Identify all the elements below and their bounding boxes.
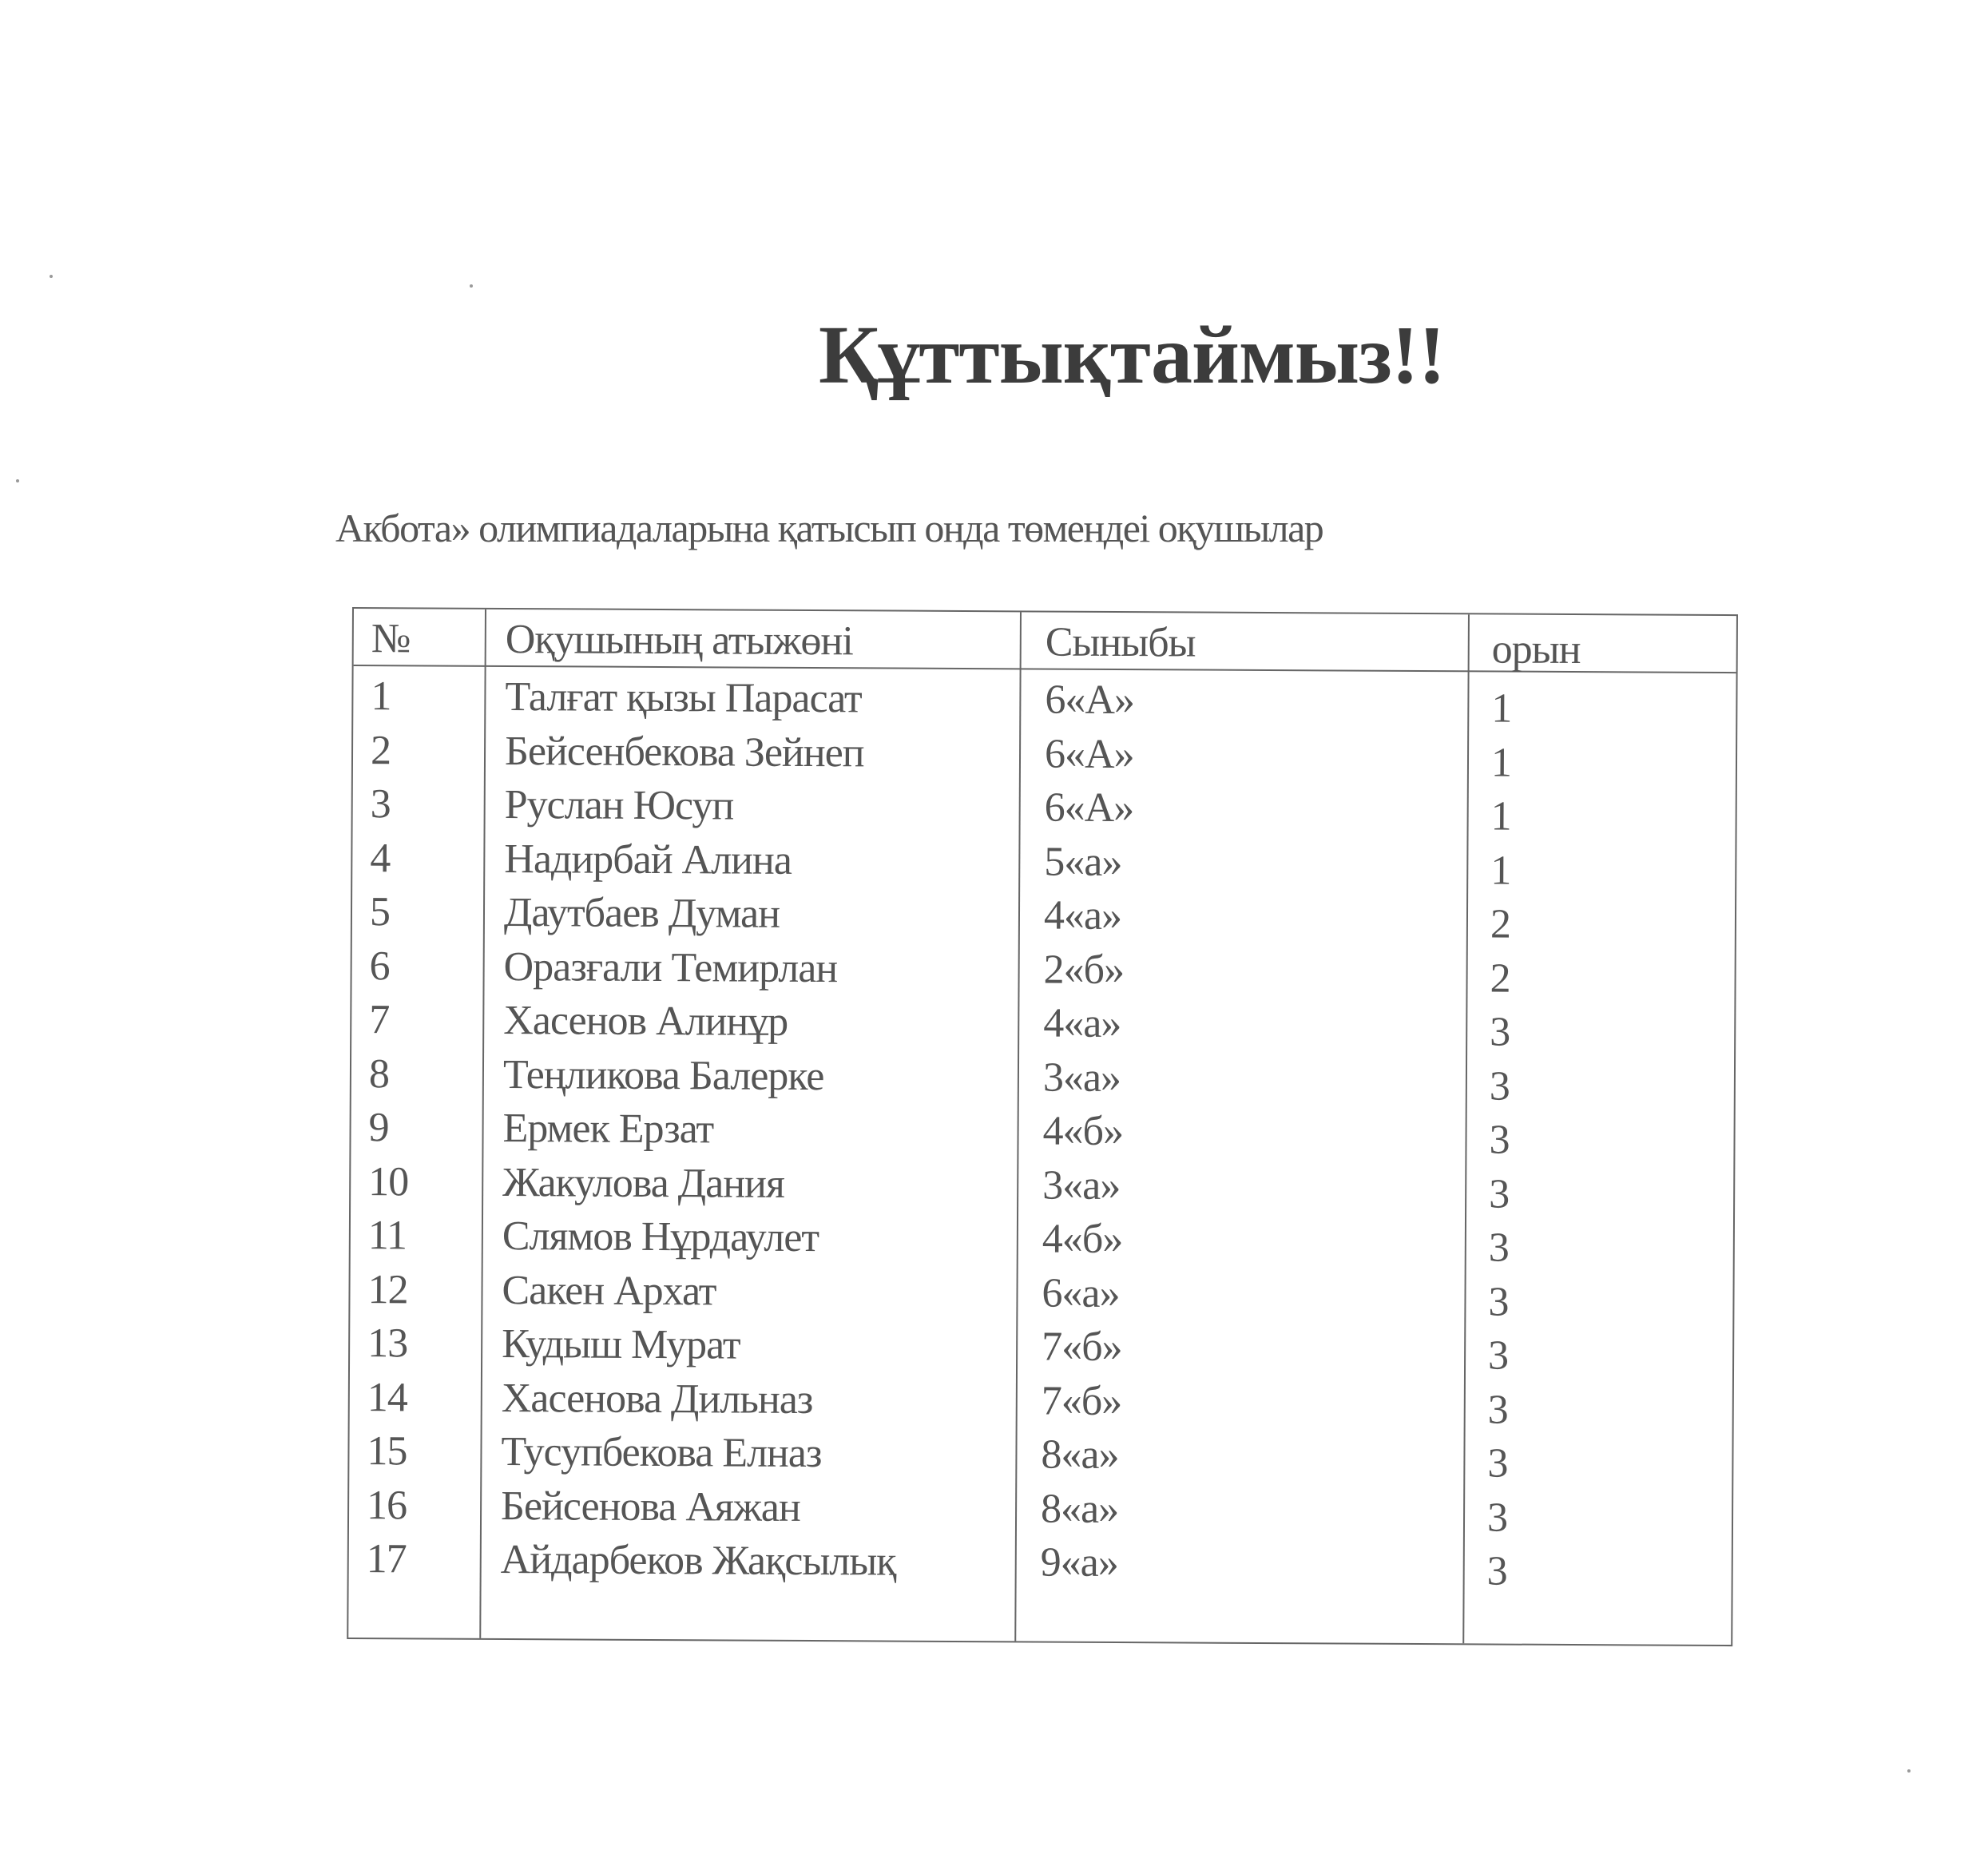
row-student-name: Сакен Архат — [502, 1267, 716, 1314]
scan-speck — [50, 275, 53, 278]
row-place: 1 — [1490, 793, 1511, 840]
row-number: 17 — [366, 1536, 407, 1582]
scan-speck — [1907, 1769, 1911, 1773]
row-student-name: Ермек Ерзат — [502, 1105, 714, 1153]
row-number: 9 — [368, 1105, 389, 1151]
row-student-name: Жакулова Дания — [502, 1159, 785, 1207]
row-number: 7 — [369, 997, 390, 1043]
row-number: 6 — [369, 943, 390, 989]
row-number: 4 — [370, 835, 391, 881]
row-place: 2 — [1490, 955, 1510, 1002]
row-class: 4«а» — [1043, 1000, 1121, 1047]
row-number: 13 — [367, 1320, 408, 1367]
column-divider — [1014, 612, 1022, 1641]
header-class: Сыныбы — [1045, 619, 1196, 666]
row-place: 3 — [1489, 1170, 1510, 1217]
row-student-name: Тусупбекова Елназ — [501, 1428, 822, 1477]
row-place: 1 — [1491, 685, 1512, 732]
row-class: 4«б» — [1042, 1108, 1124, 1155]
row-number: 10 — [368, 1158, 409, 1205]
scan-speck — [470, 284, 473, 288]
row-number: 8 — [368, 1050, 390, 1097]
row-number: 2 — [370, 727, 391, 773]
row-place: 1 — [1490, 739, 1512, 786]
row-student-name: Оразғали Темирлан — [503, 943, 838, 991]
row-class: 3«а» — [1042, 1162, 1121, 1209]
header-number: № — [371, 616, 411, 662]
row-place: 3 — [1489, 1117, 1510, 1163]
row-number: 15 — [367, 1428, 407, 1475]
row-class: 8«а» — [1041, 1431, 1119, 1479]
row-class: 8«а» — [1040, 1486, 1119, 1532]
row-student-name: Хасенов Алинұр — [503, 997, 788, 1045]
row-number: 3 — [370, 781, 391, 828]
row-class: 3«а» — [1042, 1054, 1121, 1101]
row-student-name: Айдарбеков Жақсылық — [500, 1536, 896, 1585]
column-divider — [479, 609, 486, 1638]
row-class: 6«а» — [1042, 1270, 1120, 1316]
row-place: 3 — [1488, 1278, 1509, 1325]
row-class: 2«б» — [1043, 947, 1125, 993]
row-class: 9«а» — [1040, 1539, 1118, 1586]
row-number: 11 — [367, 1213, 407, 1259]
row-student-name: Слямов Нұрдаулет — [502, 1213, 819, 1261]
row-student-name: Хасенова Дильназ — [501, 1375, 813, 1423]
row-class: 6«А» — [1045, 677, 1135, 724]
row-number: 12 — [367, 1266, 408, 1312]
intro-text: Акбота» олимпиадаларына қатысып онда төмендеі оқушылар — [335, 506, 1323, 550]
scan-speck — [16, 479, 19, 482]
row-place: 3 — [1488, 1225, 1509, 1271]
row-number: 14 — [367, 1374, 407, 1420]
row-student-name: Талғат қызы Парасат — [505, 674, 862, 722]
row-class: 7«б» — [1042, 1324, 1122, 1371]
row-place: 3 — [1486, 1548, 1507, 1594]
header-name: Оқушының атыжөні — [505, 617, 853, 665]
row-student-name: Кудыш Мурат — [502, 1320, 740, 1368]
row-place: 1 — [1490, 847, 1511, 894]
header-place: орын — [1491, 626, 1581, 673]
row-place: 3 — [1487, 1440, 1508, 1487]
row-place: 3 — [1487, 1332, 1509, 1379]
results-table — [347, 607, 1738, 1646]
row-place: 3 — [1490, 1009, 1510, 1055]
row-place: 2 — [1490, 901, 1511, 947]
row-student-name: Руслан Юсуп — [504, 782, 734, 829]
row-number: 1 — [371, 673, 391, 720]
row-class: 6«А» — [1044, 731, 1134, 777]
row-class: 5«а» — [1044, 839, 1122, 885]
row-student-name: Теңликова Балерке — [502, 1051, 824, 1099]
row-class: 7«б» — [1041, 1378, 1122, 1424]
row-number: 16 — [366, 1482, 407, 1528]
row-place: 3 — [1486, 1494, 1508, 1541]
row-student-name: Бейсенбекова Зейнеп — [504, 728, 864, 776]
column-divider — [1462, 614, 1470, 1643]
row-place: 3 — [1487, 1386, 1508, 1433]
row-class: 4«б» — [1042, 1216, 1123, 1263]
row-place: 3 — [1489, 1062, 1510, 1110]
page-title: Құттықтаймыз!! — [819, 309, 1446, 401]
row-number: 5 — [369, 889, 391, 935]
row-class: 4«а» — [1043, 892, 1122, 939]
row-student-name: Бейсенова Аяжан — [500, 1483, 800, 1530]
row-student-name: Даутбаев Думан — [503, 890, 780, 937]
row-student-name: Надирбай Алина — [504, 836, 792, 883]
row-class: 6«А» — [1044, 784, 1134, 832]
